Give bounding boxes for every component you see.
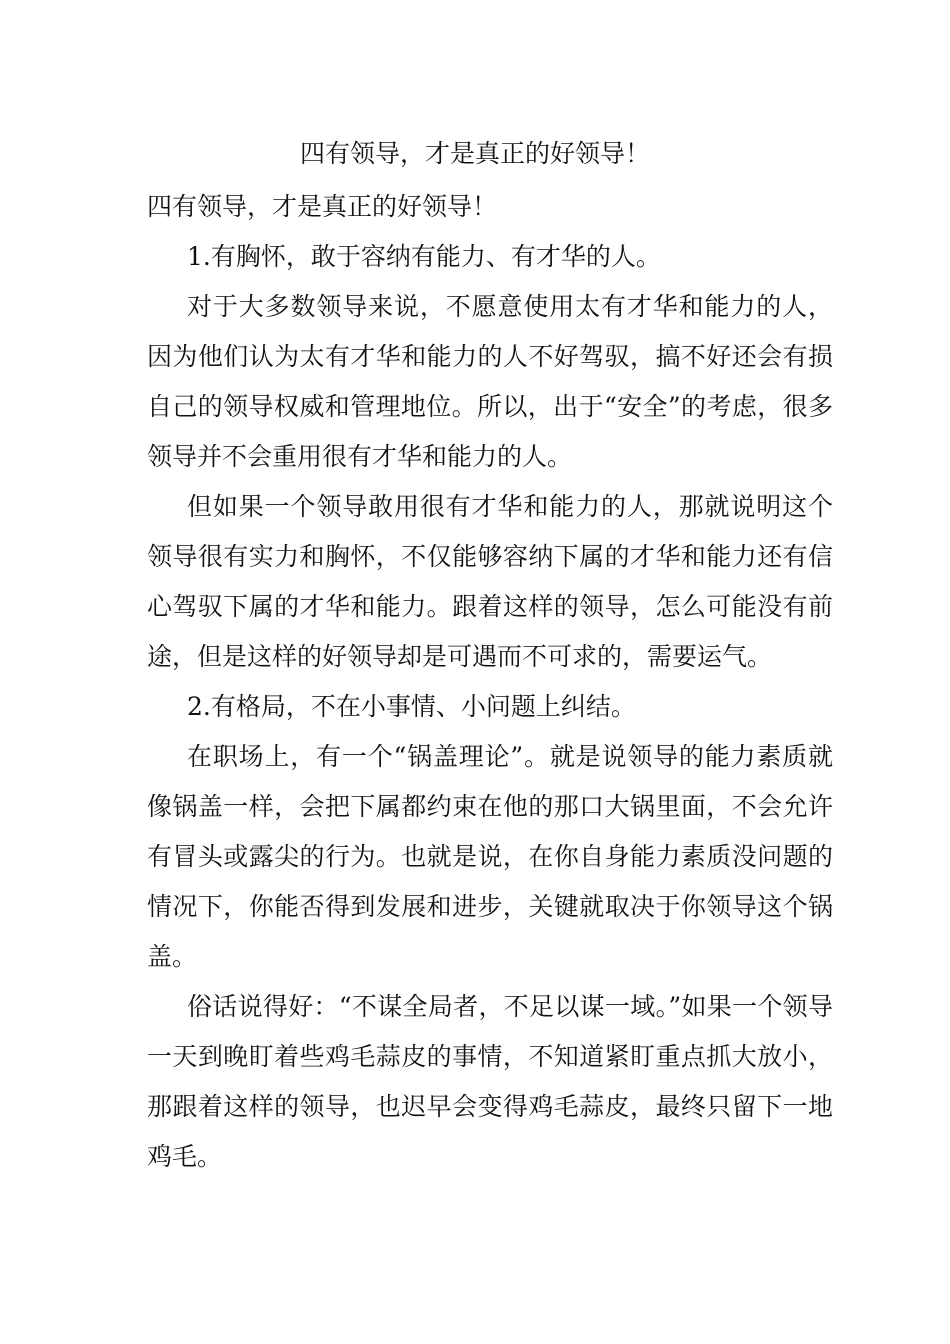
paragraph-point-1-heading: 1.有胸怀，敢于容纳有能力、有才华的人。: [187, 242, 661, 271]
paragraph-heading-repeat: 四有领导，才是真正的好领导！: [147, 192, 498, 221]
paragraph-point-1-body-a: 对于大多数领导来说，不愿意使用太有才华和能力的人，因为他们认为太有才华和能力的人不好驾驭，搞不好还会有损自己的领导权威和管理地位。所以，出于“安全”的考虑，很多领导并不会重用很有才华和能力的人。: [147, 292, 833, 471]
paragraph-point-2-body-a: 在职场上，有一个“锅盖理论”。就是说领导的能力素质就像锅盖一样，会把下属都约束在他的那口大锅里面，不会允许有冒头或露尖的行为。也就是说，在你自身能力素质没问题的情况下，你能否得到发展和进步，关键就取决于你领导这个锅盖。: [147, 742, 833, 971]
paragraph-point-2-heading: 2.有格局，不在小事情、小问题上纠结。: [187, 692, 636, 721]
paragraph-point-1-body-b: 但如果一个领导敢用很有才华和能力的人，那就说明这个领导很有实力和胸怀，不仅能够容纳下属的才华和能力还有信心驾驭下属的才华和能力。跟着这样的领导，怎么可能没有前途，但是这样的好领导却是可遇而不可求的，需要运气。: [147, 492, 833, 671]
paragraph-point-2-body-b: 俗话说得好：“不谋全局者，不足以谋一域。”如果一个领导一天到晚盯着些鸡毛蒜皮的事情，不知道紧盯重点抓大放小，那跟着这样的领导，也迟早会变得鸡毛蒜皮，最终只留下一地鸡毛。: [147, 992, 833, 1171]
page-title: 四有领导，才是真正的好领导！: [299, 139, 650, 168]
document-body: [147, 182, 833, 1182]
